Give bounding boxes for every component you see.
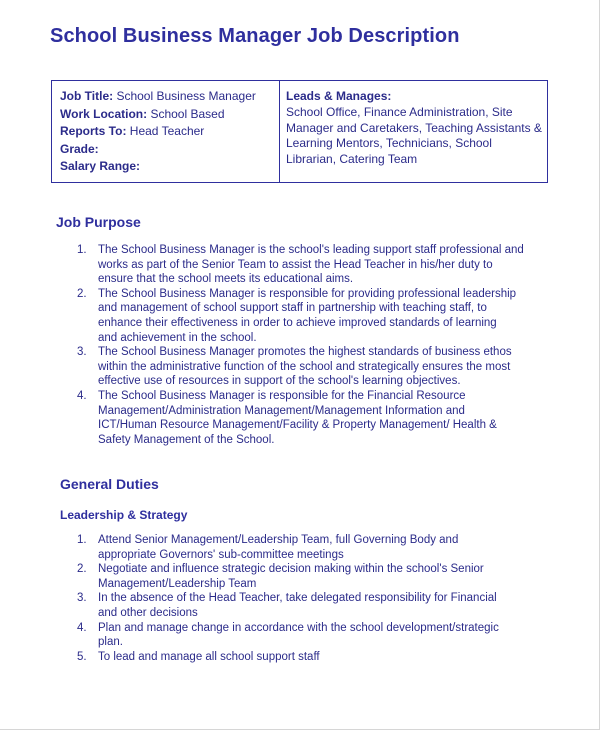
- list-line: Negotiate and influence strategic decision making within the school's Senior: [98, 563, 484, 576]
- list-number: 1.: [77, 244, 87, 256]
- grade-label: Grade:: [60, 141, 99, 156]
- list-line: In the absence of the Head Teacher, take delegated responsibility for Financial: [98, 592, 497, 605]
- list-line: enhance their effectiveness in order to achieve improved standards of learning: [98, 316, 497, 329]
- list-number: 2.: [77, 287, 87, 300]
- list-number: 3.: [77, 346, 87, 359]
- list-item: [77, 243, 539, 287]
- list-line: effective use of resources in support of the school's learning objectives.: [98, 375, 461, 388]
- job-title-row: [60, 88, 279, 106]
- grade-row: [60, 141, 279, 159]
- list-number: 4.: [77, 389, 87, 402]
- job-purpose-heading: Job Purpose: [56, 214, 141, 230]
- job-title-value: School Business Manager: [113, 89, 256, 103]
- salary-range-label: Salary Range:: [60, 159, 141, 173]
- leads-manages-cell: [280, 81, 547, 182]
- work-location-row: [60, 106, 279, 124]
- general-duties-list: [77, 533, 539, 664]
- list-item: [77, 562, 539, 591]
- reports-to-row: [60, 123, 279, 141]
- list-line: The School Business Manager promotes the highest standards of business ethos: [98, 346, 512, 359]
- list-number: 1.: [77, 534, 87, 546]
- leads-manages-line: School Office, Finance Administration, Site: [286, 105, 513, 119]
- list-number: 4.: [77, 621, 87, 634]
- leads-manages-line: Learning Mentors, Technicians, School: [286, 136, 492, 150]
- list-line: To lead and manage all school support staff: [98, 650, 320, 663]
- page-title: School Business Manager Job Description: [50, 25, 460, 47]
- list-line: Management/Administration Management/Management Information and: [98, 404, 465, 417]
- work-location-value: School Based: [147, 106, 225, 121]
- job-details-cell: [52, 81, 280, 182]
- job-title-label: Job Title:: [60, 89, 114, 103]
- list-item: [77, 650, 539, 665]
- list-line: Plan and manage change in accordance with the school development/strategic: [98, 621, 499, 634]
- list-line: ICT/Human Resource Management/Facility & Property Management/ Health &: [98, 419, 497, 432]
- list-item: [77, 345, 539, 389]
- list-number: 3.: [77, 592, 87, 605]
- list-item: [77, 389, 539, 447]
- leads-manages-label: Leads & Manages:: [286, 89, 392, 103]
- list-item: [77, 287, 539, 345]
- list-line: Safety Management of the School.: [98, 433, 275, 446]
- list-line: and other decisions: [98, 606, 198, 619]
- leads-manages-line: Manager and Caretakers, Teaching Assistants &: [286, 120, 542, 135]
- work-location-label: Work Location:: [60, 106, 148, 121]
- list-line: The School Business Manager is responsible for the Financial Resource: [98, 389, 466, 402]
- list-line: The School Business Manager is the school's leading support staff professional and: [98, 244, 524, 256]
- list-line: Management/Leadership Team: [98, 577, 257, 590]
- reports-to-value: Head Teacher: [126, 124, 205, 138]
- list-line: and achievement in the school.: [98, 331, 257, 344]
- list-line: plan.: [98, 636, 123, 649]
- list-number: 5.: [77, 650, 87, 663]
- list-line: ensure that the school meets its educational aims.: [98, 273, 354, 286]
- job-info-table: [51, 80, 548, 183]
- leadership-strategy-subheading: Leadership & Strategy: [60, 508, 188, 522]
- list-line: appropriate Governors' sub-committee meetings: [98, 548, 344, 561]
- list-line: within the administrative function of the school and strategically ensures the most: [98, 360, 511, 373]
- list-number: 2.: [77, 563, 87, 576]
- leads-manages-line: Librarian, Catering Team: [286, 151, 418, 166]
- job-purpose-list: [77, 243, 539, 447]
- list-item: [77, 533, 539, 562]
- general-duties-heading: General Duties: [60, 476, 159, 492]
- reports-to-label: Reports To:: [60, 124, 127, 138]
- list-item: [77, 621, 539, 650]
- list-line: works as part of the Senior Team to assist the Head Teacher in his/her duty to: [98, 258, 493, 271]
- list-line: Attend Senior Management/Leadership Team, full Governing Body and: [98, 534, 459, 546]
- list-item: [77, 591, 539, 620]
- list-line: and management of school support staff in partnership with teaching staff, to: [98, 302, 487, 315]
- salary-range-row: [60, 158, 279, 176]
- list-line: The School Business Manager is responsible for providing professional leadership: [98, 287, 517, 300]
